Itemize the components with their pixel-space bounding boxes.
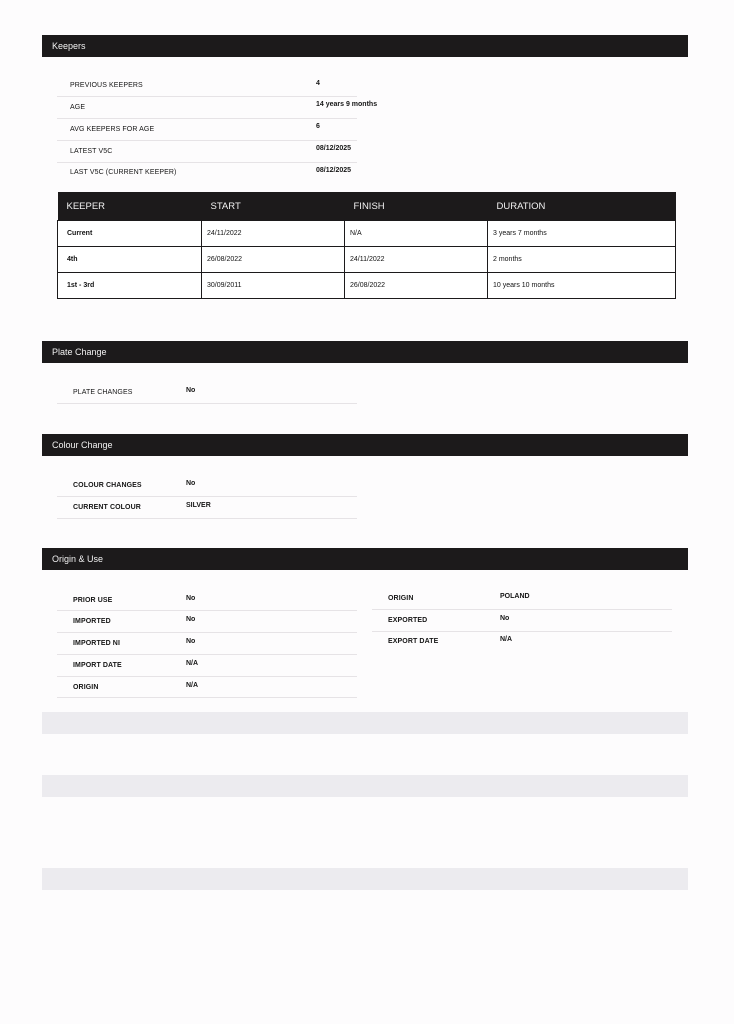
divider	[57, 118, 357, 119]
imported-ni-value: No	[186, 638, 196, 645]
colour-changes-label: COLOUR CHANGES	[73, 482, 142, 489]
last-v5c-label: LAST V5C (CURRENT KEEPER)	[70, 169, 177, 176]
duration-cell: 10 years 10 months	[488, 273, 676, 299]
duration-cell: 3 years 7 months	[488, 221, 676, 247]
table-row	[58, 273, 676, 299]
keeper-cell: 1st - 3rd	[58, 273, 202, 299]
keepers-section-header: Keepers	[42, 35, 688, 57]
origin-use-section-header: Origin & Use	[42, 548, 688, 570]
divider	[372, 609, 672, 610]
last-v5c-value: 08/12/2025	[316, 167, 352, 174]
divider	[372, 631, 672, 632]
keeper-column-header: KEEPER	[58, 192, 202, 221]
prior-use-value: No	[186, 595, 196, 602]
latest-v5c-label: LATEST V5C	[70, 148, 113, 155]
avg-keepers-label: AVG KEEPERS FOR AGE	[70, 126, 155, 133]
table-row	[58, 247, 676, 273]
finish-cell: 24/11/2022	[345, 247, 488, 273]
start-cell: 24/11/2022	[202, 221, 345, 247]
show-through-band	[42, 775, 688, 797]
finish-cell: N/A	[345, 221, 488, 247]
imported-value: No	[186, 616, 196, 623]
origin-left-value: N/A	[186, 682, 199, 689]
exported-value: No	[500, 615, 510, 622]
table-header-row	[58, 192, 676, 221]
keeper-cell: Current	[58, 221, 202, 247]
keeper-cell: 4th	[58, 247, 202, 273]
divider	[57, 610, 357, 611]
current-colour-value: SILVER	[186, 502, 211, 509]
origin-right-value: POLAND	[500, 593, 530, 600]
prior-use-label: PRIOR USE	[73, 597, 113, 604]
imported-ni-label: IMPORTED NI	[73, 640, 120, 647]
start-cell: 30/09/2011	[202, 273, 345, 299]
keepers-table	[57, 192, 676, 299]
colour-changes-value: No	[186, 480, 196, 487]
latest-v5c-value: 08/12/2025	[316, 145, 352, 152]
start-cell: 26/08/2022	[202, 247, 345, 273]
finish-cell: 26/08/2022	[345, 273, 488, 299]
import-date-label: IMPORT DATE	[73, 662, 122, 669]
origin-left-label: ORIGIN	[73, 684, 99, 691]
avg-keepers-value: 6	[316, 123, 320, 130]
plate-changes-value: No	[186, 387, 196, 394]
previous-keepers-label: PREVIOUS KEEPERS	[70, 82, 143, 89]
divider	[57, 518, 357, 519]
divider	[57, 162, 357, 163]
finish-column-header: FINISH	[345, 192, 488, 221]
divider	[57, 96, 357, 97]
start-column-header: START	[202, 192, 345, 221]
age-label: AGE	[70, 104, 86, 111]
origin-right-label: ORIGIN	[388, 595, 414, 602]
previous-keepers-value: 4	[316, 80, 320, 87]
divider	[57, 697, 357, 698]
divider	[57, 632, 357, 633]
exported-label: EXPORTED	[388, 617, 428, 624]
age-value: 14 years 9 months	[316, 101, 378, 108]
show-through-band	[42, 712, 688, 734]
current-colour-label: CURRENT COLOUR	[73, 504, 141, 511]
duration-column-header: DURATION	[488, 192, 676, 221]
export-date-value: N/A	[500, 636, 513, 643]
divider	[57, 403, 357, 404]
duration-cell: 2 months	[488, 247, 676, 273]
divider	[57, 676, 357, 677]
table-row	[58, 221, 676, 247]
plate-change-section-header: Plate Change	[42, 341, 688, 363]
show-through-band	[42, 868, 688, 890]
divider	[57, 654, 357, 655]
export-date-label: EXPORT DATE	[388, 638, 439, 645]
imported-label: IMPORTED	[73, 618, 111, 625]
import-date-value: N/A	[186, 660, 199, 667]
divider	[57, 140, 357, 141]
colour-change-section-header: Colour Change	[42, 434, 688, 456]
divider	[57, 496, 357, 497]
plate-changes-label: PLATE CHANGES	[73, 389, 133, 396]
